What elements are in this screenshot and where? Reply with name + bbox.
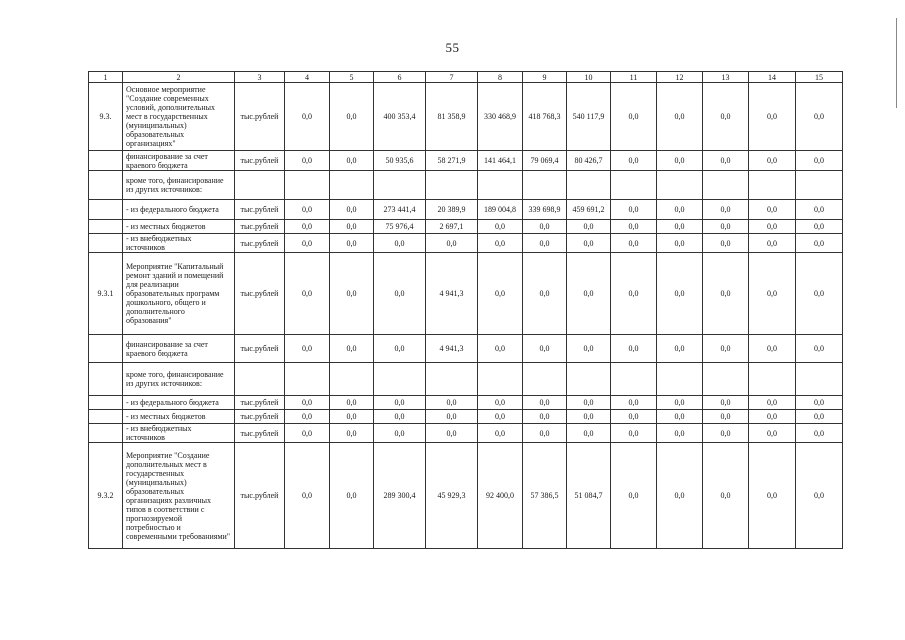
value-cell: 20 389,9 xyxy=(426,200,478,220)
value-cell: 0,0 xyxy=(330,443,374,549)
value-cell: 0,0 xyxy=(567,396,611,410)
table-row xyxy=(89,410,843,424)
value-cell: 0,0 xyxy=(796,253,843,335)
value-cell xyxy=(330,363,374,396)
value-cell: 0,0 xyxy=(749,83,796,151)
value-cell: 80 426,7 xyxy=(567,151,611,171)
value-cell xyxy=(285,171,330,200)
value-cell xyxy=(796,171,843,200)
column-number: 8 xyxy=(478,72,523,83)
value-cell: 0,0 xyxy=(796,410,843,424)
column-number: 7 xyxy=(426,72,478,83)
value-cell: 45 929,3 xyxy=(426,443,478,549)
value-cell: 0,0 xyxy=(703,335,749,363)
value-cell: 0,0 xyxy=(374,335,426,363)
value-cell: 0,0 xyxy=(478,396,523,410)
value-cell: 0,0 xyxy=(796,200,843,220)
value-cell: 0,0 xyxy=(657,443,703,549)
value-cell: 0,0 xyxy=(611,220,657,234)
item-number-cell xyxy=(89,335,123,363)
value-cell: 0,0 xyxy=(657,396,703,410)
value-cell: 0,0 xyxy=(567,410,611,424)
item-name-cell: - из внебюджетных источников xyxy=(123,424,235,443)
value-cell: 0,0 xyxy=(523,410,567,424)
value-cell: 0,0 xyxy=(374,410,426,424)
unit-cell: тыс.рублей xyxy=(235,396,285,410)
value-cell: 79 069,4 xyxy=(523,151,567,171)
table-row xyxy=(89,396,843,410)
unit-cell: тыс.рублей xyxy=(235,253,285,335)
value-cell: 0,0 xyxy=(703,396,749,410)
column-number: 1 xyxy=(89,72,123,83)
value-cell: 0,0 xyxy=(611,443,657,549)
value-cell: 400 353,4 xyxy=(374,83,426,151)
value-cell: 0,0 xyxy=(749,200,796,220)
value-cell: 0,0 xyxy=(703,151,749,171)
table-row xyxy=(89,363,843,396)
value-cell: 0,0 xyxy=(703,253,749,335)
value-cell: 75 976,4 xyxy=(374,220,426,234)
value-cell: 0,0 xyxy=(374,234,426,253)
value-cell xyxy=(285,363,330,396)
column-number: 9 xyxy=(523,72,567,83)
value-cell: 0,0 xyxy=(285,200,330,220)
value-cell: 0,0 xyxy=(611,151,657,171)
value-cell xyxy=(749,363,796,396)
value-cell xyxy=(374,171,426,200)
value-cell: 0,0 xyxy=(330,410,374,424)
value-cell: 0,0 xyxy=(330,220,374,234)
item-number-cell xyxy=(89,171,123,200)
value-cell: 0,0 xyxy=(749,396,796,410)
value-cell: 0,0 xyxy=(796,234,843,253)
value-cell: 0,0 xyxy=(285,253,330,335)
item-number-cell xyxy=(89,363,123,396)
unit-cell xyxy=(235,363,285,396)
value-cell: 0,0 xyxy=(523,220,567,234)
value-cell: 0,0 xyxy=(749,443,796,549)
value-cell: 0,0 xyxy=(749,410,796,424)
column-number: 3 xyxy=(235,72,285,83)
value-cell: 0,0 xyxy=(330,424,374,443)
value-cell xyxy=(703,171,749,200)
value-cell: 0,0 xyxy=(285,396,330,410)
unit-cell: тыс.рублей xyxy=(235,424,285,443)
value-cell: 0,0 xyxy=(611,410,657,424)
value-cell: 92 400,0 xyxy=(478,443,523,549)
value-cell: 0,0 xyxy=(749,220,796,234)
column-number: 12 xyxy=(657,72,703,83)
value-cell xyxy=(478,363,523,396)
value-cell: 0,0 xyxy=(796,83,843,151)
value-cell: 0,0 xyxy=(478,234,523,253)
value-cell: 0,0 xyxy=(374,424,426,443)
item-name-cell: кроме того, финансирование из других источников: xyxy=(123,171,235,200)
value-cell: 0,0 xyxy=(796,335,843,363)
item-number-cell xyxy=(89,410,123,424)
value-cell: 540 117,9 xyxy=(567,83,611,151)
value-cell: 0,0 xyxy=(611,253,657,335)
table-row xyxy=(89,234,843,253)
value-cell: 0,0 xyxy=(426,424,478,443)
unit-cell: тыс.рублей xyxy=(235,234,285,253)
table-row xyxy=(89,83,843,151)
table-row xyxy=(89,253,843,335)
item-number-cell: 9.3.1 xyxy=(89,253,123,335)
value-cell: 0,0 xyxy=(330,234,374,253)
value-cell: 289 300,4 xyxy=(374,443,426,549)
value-cell xyxy=(523,363,567,396)
value-cell: 0,0 xyxy=(796,220,843,234)
unit-cell: тыс.рублей xyxy=(235,83,285,151)
page-number: 55 xyxy=(445,40,460,55)
table-row xyxy=(89,200,843,220)
value-cell: 0,0 xyxy=(703,443,749,549)
value-cell xyxy=(478,171,523,200)
table-header-row xyxy=(89,72,843,83)
value-cell: 0,0 xyxy=(657,424,703,443)
value-cell: 0,0 xyxy=(703,410,749,424)
value-cell: 0,0 xyxy=(611,396,657,410)
column-number: 11 xyxy=(611,72,657,83)
value-cell: 0,0 xyxy=(374,396,426,410)
value-cell: 0,0 xyxy=(330,83,374,151)
value-cell: 0,0 xyxy=(426,396,478,410)
value-cell: 0,0 xyxy=(478,253,523,335)
item-number-cell xyxy=(89,200,123,220)
value-cell: 0,0 xyxy=(567,220,611,234)
item-name-cell: - из внебюджетных источников xyxy=(123,234,235,253)
value-cell: 0,0 xyxy=(657,335,703,363)
unit-cell: тыс.рублей xyxy=(235,151,285,171)
unit-cell: тыс.рублей xyxy=(235,200,285,220)
table-row xyxy=(89,443,843,549)
value-cell: 0,0 xyxy=(523,335,567,363)
value-cell: 0,0 xyxy=(523,424,567,443)
column-number: 10 xyxy=(567,72,611,83)
table-row xyxy=(89,220,843,234)
value-cell: 0,0 xyxy=(426,234,478,253)
value-cell: 0,0 xyxy=(523,396,567,410)
value-cell: 459 691,2 xyxy=(567,200,611,220)
value-cell: 0,0 xyxy=(478,220,523,234)
column-number: 2 xyxy=(123,72,235,83)
value-cell: 0,0 xyxy=(330,200,374,220)
value-cell: 0,0 xyxy=(657,200,703,220)
value-cell: 0,0 xyxy=(478,410,523,424)
value-cell: 0,0 xyxy=(657,234,703,253)
value-cell xyxy=(749,171,796,200)
value-cell: 0,0 xyxy=(285,220,330,234)
value-cell xyxy=(426,363,478,396)
value-cell: 0,0 xyxy=(523,253,567,335)
value-cell: 0,0 xyxy=(285,410,330,424)
value-cell: 0,0 xyxy=(374,253,426,335)
value-cell: 0,0 xyxy=(749,234,796,253)
column-number: 5 xyxy=(330,72,374,83)
value-cell: 0,0 xyxy=(657,151,703,171)
value-cell: 0,0 xyxy=(330,151,374,171)
value-cell: 0,0 xyxy=(611,335,657,363)
value-cell: 57 386,5 xyxy=(523,443,567,549)
value-cell: 0,0 xyxy=(330,396,374,410)
value-cell: 4 941,3 xyxy=(426,335,478,363)
value-cell: 0,0 xyxy=(657,410,703,424)
item-number-cell: 9.3.2 xyxy=(89,443,123,549)
unit-cell xyxy=(235,171,285,200)
value-cell: 0,0 xyxy=(330,335,374,363)
item-name-cell: - из федерального бюджета xyxy=(123,396,235,410)
value-cell xyxy=(330,171,374,200)
value-cell: 0,0 xyxy=(285,424,330,443)
column-number: 13 xyxy=(703,72,749,83)
table-row xyxy=(89,171,843,200)
value-cell xyxy=(703,363,749,396)
value-cell: 0,0 xyxy=(611,424,657,443)
value-cell: 0,0 xyxy=(703,220,749,234)
item-name-cell: Мероприятие "Создание дополнительных мест в государственных (муниципальных) образовательных организациях различных типов в соответствии с прогнозируемой потребностью и современными требованиями" xyxy=(123,443,235,549)
value-cell: 0,0 xyxy=(611,83,657,151)
value-cell: 0,0 xyxy=(703,234,749,253)
column-number: 15 xyxy=(796,72,843,83)
value-cell xyxy=(657,171,703,200)
value-cell: 0,0 xyxy=(567,335,611,363)
value-cell: 0,0 xyxy=(567,234,611,253)
value-cell xyxy=(611,171,657,200)
value-cell: 0,0 xyxy=(285,443,330,549)
scan-edge-mark xyxy=(896,18,897,108)
value-cell: 189 004,8 xyxy=(478,200,523,220)
value-cell: 0,0 xyxy=(285,335,330,363)
value-cell xyxy=(657,363,703,396)
value-cell: 0,0 xyxy=(796,396,843,410)
unit-cell: тыс.рублей xyxy=(235,443,285,549)
value-cell: 0,0 xyxy=(749,151,796,171)
unit-cell: тыс.рублей xyxy=(235,220,285,234)
value-cell: 0,0 xyxy=(611,200,657,220)
item-name-cell: - из федерального бюджета xyxy=(123,200,235,220)
value-cell: 330 468,9 xyxy=(478,83,523,151)
value-cell xyxy=(426,171,478,200)
value-cell: 0,0 xyxy=(523,234,567,253)
column-number: 6 xyxy=(374,72,426,83)
value-cell: 4 941,3 xyxy=(426,253,478,335)
item-name-cell: Основное мероприятие "Создание современных условий, дополнительных мест в государственных (муниципальных) образовательных организациях" xyxy=(123,83,235,151)
value-cell: 0,0 xyxy=(749,253,796,335)
value-cell: 0,0 xyxy=(657,220,703,234)
value-cell: 0,0 xyxy=(478,424,523,443)
value-cell: 50 935,6 xyxy=(374,151,426,171)
table-row xyxy=(89,424,843,443)
item-name-cell: финансирование за счет краевого бюджета xyxy=(123,335,235,363)
value-cell: 0,0 xyxy=(285,83,330,151)
value-cell: 0,0 xyxy=(796,443,843,549)
value-cell xyxy=(611,363,657,396)
value-cell: 81 358,9 xyxy=(426,83,478,151)
item-name-cell: - из местных бюджетов xyxy=(123,410,235,424)
value-cell: 0,0 xyxy=(657,253,703,335)
value-cell: 273 441,4 xyxy=(374,200,426,220)
value-cell: 0,0 xyxy=(285,151,330,171)
column-number: 4 xyxy=(285,72,330,83)
value-cell: 2 697,1 xyxy=(426,220,478,234)
unit-cell: тыс.рублей xyxy=(235,335,285,363)
item-name-cell: финансирование за счет краевого бюджета xyxy=(123,151,235,171)
column-number: 14 xyxy=(749,72,796,83)
unit-cell: тыс.рублей xyxy=(235,410,285,424)
item-name-cell: Мероприятие "Капитальный ремонт зданий и помещений для реализации образовательных программ дошкольного, общего и дополнительного образования" xyxy=(123,253,235,335)
table-row xyxy=(89,335,843,363)
value-cell: 0,0 xyxy=(285,234,330,253)
item-number-cell xyxy=(89,234,123,253)
value-cell: 0,0 xyxy=(330,253,374,335)
value-cell xyxy=(374,363,426,396)
value-cell: 0,0 xyxy=(426,410,478,424)
value-cell: 0,0 xyxy=(796,424,843,443)
value-cell: 0,0 xyxy=(703,83,749,151)
value-cell: 0,0 xyxy=(567,424,611,443)
budget-table xyxy=(88,71,843,549)
item-number-cell: 9.3. xyxy=(89,83,123,151)
value-cell: 0,0 xyxy=(611,234,657,253)
value-cell xyxy=(567,363,611,396)
value-cell xyxy=(523,171,567,200)
item-name-cell: - из местных бюджетов xyxy=(123,220,235,234)
value-cell: 0,0 xyxy=(703,200,749,220)
item-name-cell: кроме того, финансирование из других источников: xyxy=(123,363,235,396)
value-cell: 0,0 xyxy=(796,151,843,171)
value-cell: 0,0 xyxy=(567,253,611,335)
value-cell: 141 464,1 xyxy=(478,151,523,171)
table-row xyxy=(89,151,843,171)
item-number-cell xyxy=(89,220,123,234)
value-cell: 0,0 xyxy=(703,424,749,443)
value-cell: 0,0 xyxy=(478,335,523,363)
value-cell: 0,0 xyxy=(749,335,796,363)
value-cell: 418 768,3 xyxy=(523,83,567,151)
item-number-cell xyxy=(89,424,123,443)
value-cell: 0,0 xyxy=(749,424,796,443)
item-number-cell xyxy=(89,396,123,410)
value-cell: 0,0 xyxy=(657,83,703,151)
value-cell: 51 084,7 xyxy=(567,443,611,549)
value-cell xyxy=(796,363,843,396)
value-cell xyxy=(567,171,611,200)
item-number-cell xyxy=(89,151,123,171)
value-cell: 58 271,9 xyxy=(426,151,478,171)
value-cell: 339 698,9 xyxy=(523,200,567,220)
